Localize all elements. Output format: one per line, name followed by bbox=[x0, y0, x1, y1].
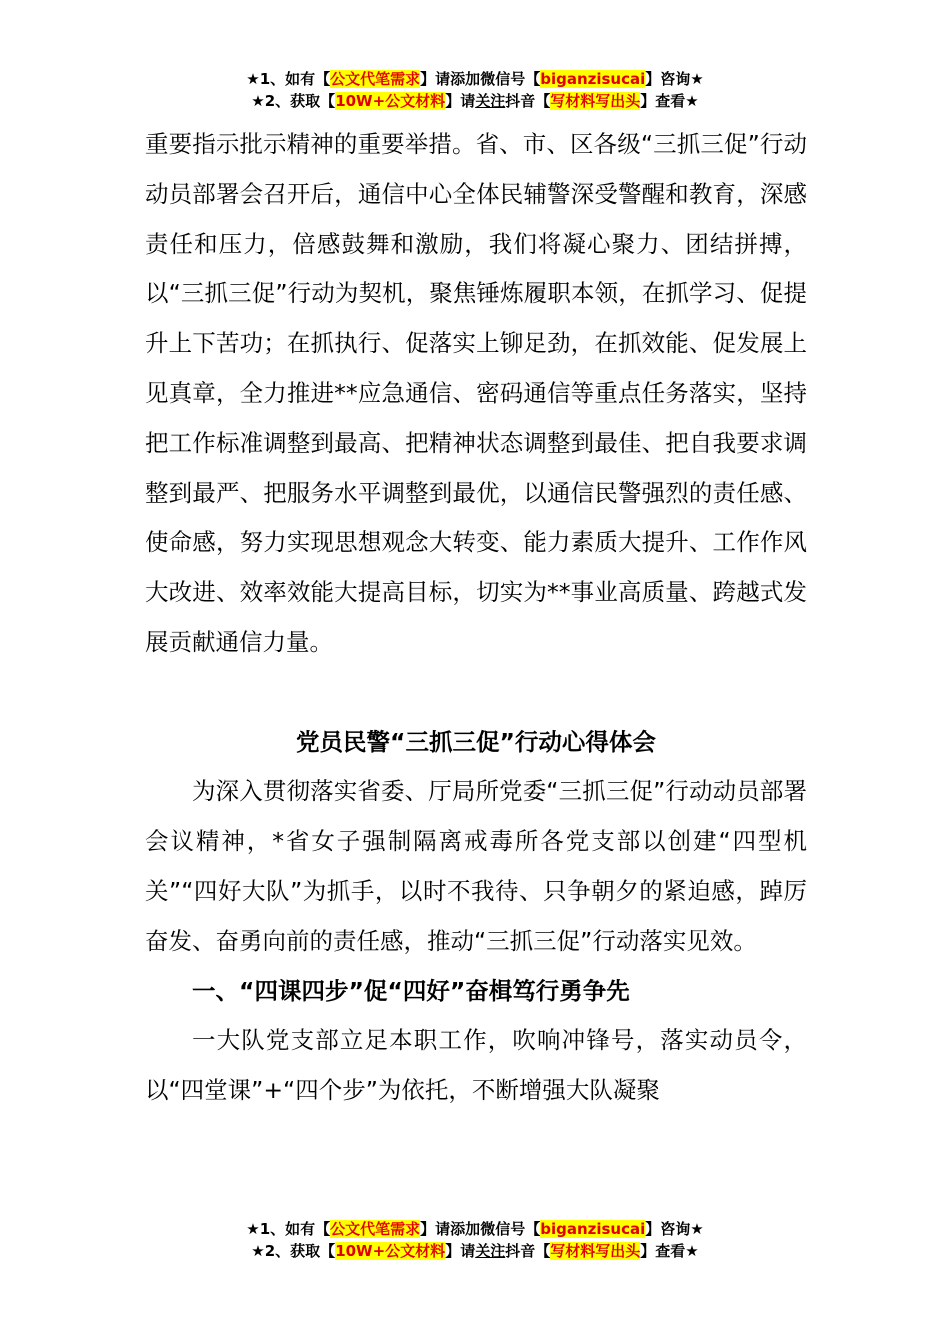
section-heading-1: 一、“四课四步”促“四好”奋楫笃行勇争先 bbox=[192, 976, 630, 1005]
paragraph-1: 重要指示批示精神的重要举措。省、市、区各级“三抓三促”行动动员部署会召开后，通信中心全体民辅警深受警醒和教育，深感责任和压力，倍感鼓舞和激励，我们将凝心聚力、团结拼搏，以“三抓三促”行动为契机，聚焦锤炼履职本领，在抓学习、促提升上下苦功；在抓执行、促落实上铆足劲，在抓效能、促发展上见真章，全力推进**应急通信、密码通信等重点任务落实，坚持把工作标准调整到最高、把精神状态调整到最佳、把自我要求调整到最严、把服务水平调整到最优，以通信民警强烈的责任感、使命感，努力实现思想观念大转变、能力素质大提升、工作作风大改进、效率效能大提高目标，切实为**事业高质量、跨越式发展贡献通信力量。 bbox=[145, 130, 807, 656]
banner-text: 】查看★ bbox=[640, 1242, 699, 1260]
paragraph-2: 为深入贯彻落实省委、厅局所党委“三抓三促”行动动员部署会议精神，*省女子强制隔离戒毒所各党支部以创建“四型机关”“四好大队”为抓手，以时不我待、只争朝夕的紧迫感，踔厉奋发、奋勇向前的责任感，推动“三抓三促”行动落实见效。 bbox=[145, 777, 807, 955]
banner-text: 微信号【 bbox=[480, 1220, 541, 1238]
banner-text: 】请添加 bbox=[420, 70, 481, 88]
banner-text: 】查看★ bbox=[640, 92, 699, 110]
banner-text: 抖音【 bbox=[505, 92, 551, 110]
banner-highlight: 写材料写出头 bbox=[550, 92, 641, 110]
banner-underlined: 关注 bbox=[475, 1242, 506, 1260]
banner-text: ★2、获取【 bbox=[251, 1242, 336, 1260]
banner-line-1 bbox=[0, 1218, 950, 1240]
banner-text: ★1、如有【 bbox=[246, 1220, 331, 1238]
banner-text: ★2、获取【 bbox=[251, 92, 336, 110]
top-banner bbox=[0, 68, 950, 112]
banner-line-2 bbox=[0, 90, 950, 112]
banner-highlight: 公文代笔需求 bbox=[330, 70, 421, 88]
banner-highlight: biganzisucai bbox=[540, 70, 646, 88]
banner-text: 】请添加 bbox=[420, 1220, 481, 1238]
banner-line-2 bbox=[0, 1240, 950, 1262]
blank-line bbox=[145, 668, 807, 718]
banner-highlight: 10W+公文材料 bbox=[335, 1242, 446, 1260]
banner-highlight: 公文代笔需求 bbox=[330, 1220, 421, 1238]
bottom-banner bbox=[0, 1218, 950, 1262]
banner-text: 】咨询★ bbox=[645, 70, 704, 88]
banner-text: ★1、如有【 bbox=[246, 70, 331, 88]
banner-text: 抖音【 bbox=[505, 1242, 551, 1260]
banner-highlight: 写材料写出头 bbox=[550, 1242, 641, 1260]
banner-text: 】请 bbox=[445, 1242, 476, 1260]
article-title: 党员民警“三抓三促”行动心得体会 bbox=[296, 727, 656, 756]
banner-highlight: biganzisucai bbox=[540, 1220, 646, 1238]
banner-underlined: 关注 bbox=[475, 92, 506, 110]
banner-text: 】咨询★ bbox=[645, 1220, 704, 1238]
paragraph-3: 一大队党支部立足本职工作，吹响冲锋号，落实动员令，以“四堂课”+“四个步”为依托，不断增强大队凝聚 bbox=[145, 1026, 807, 1105]
banner-text: 】请 bbox=[445, 92, 476, 110]
document-body bbox=[145, 120, 807, 1116]
banner-line-1 bbox=[0, 68, 950, 90]
banner-text: 微信号【 bbox=[480, 70, 541, 88]
banner-highlight: 10W+公文材料 bbox=[335, 92, 446, 110]
